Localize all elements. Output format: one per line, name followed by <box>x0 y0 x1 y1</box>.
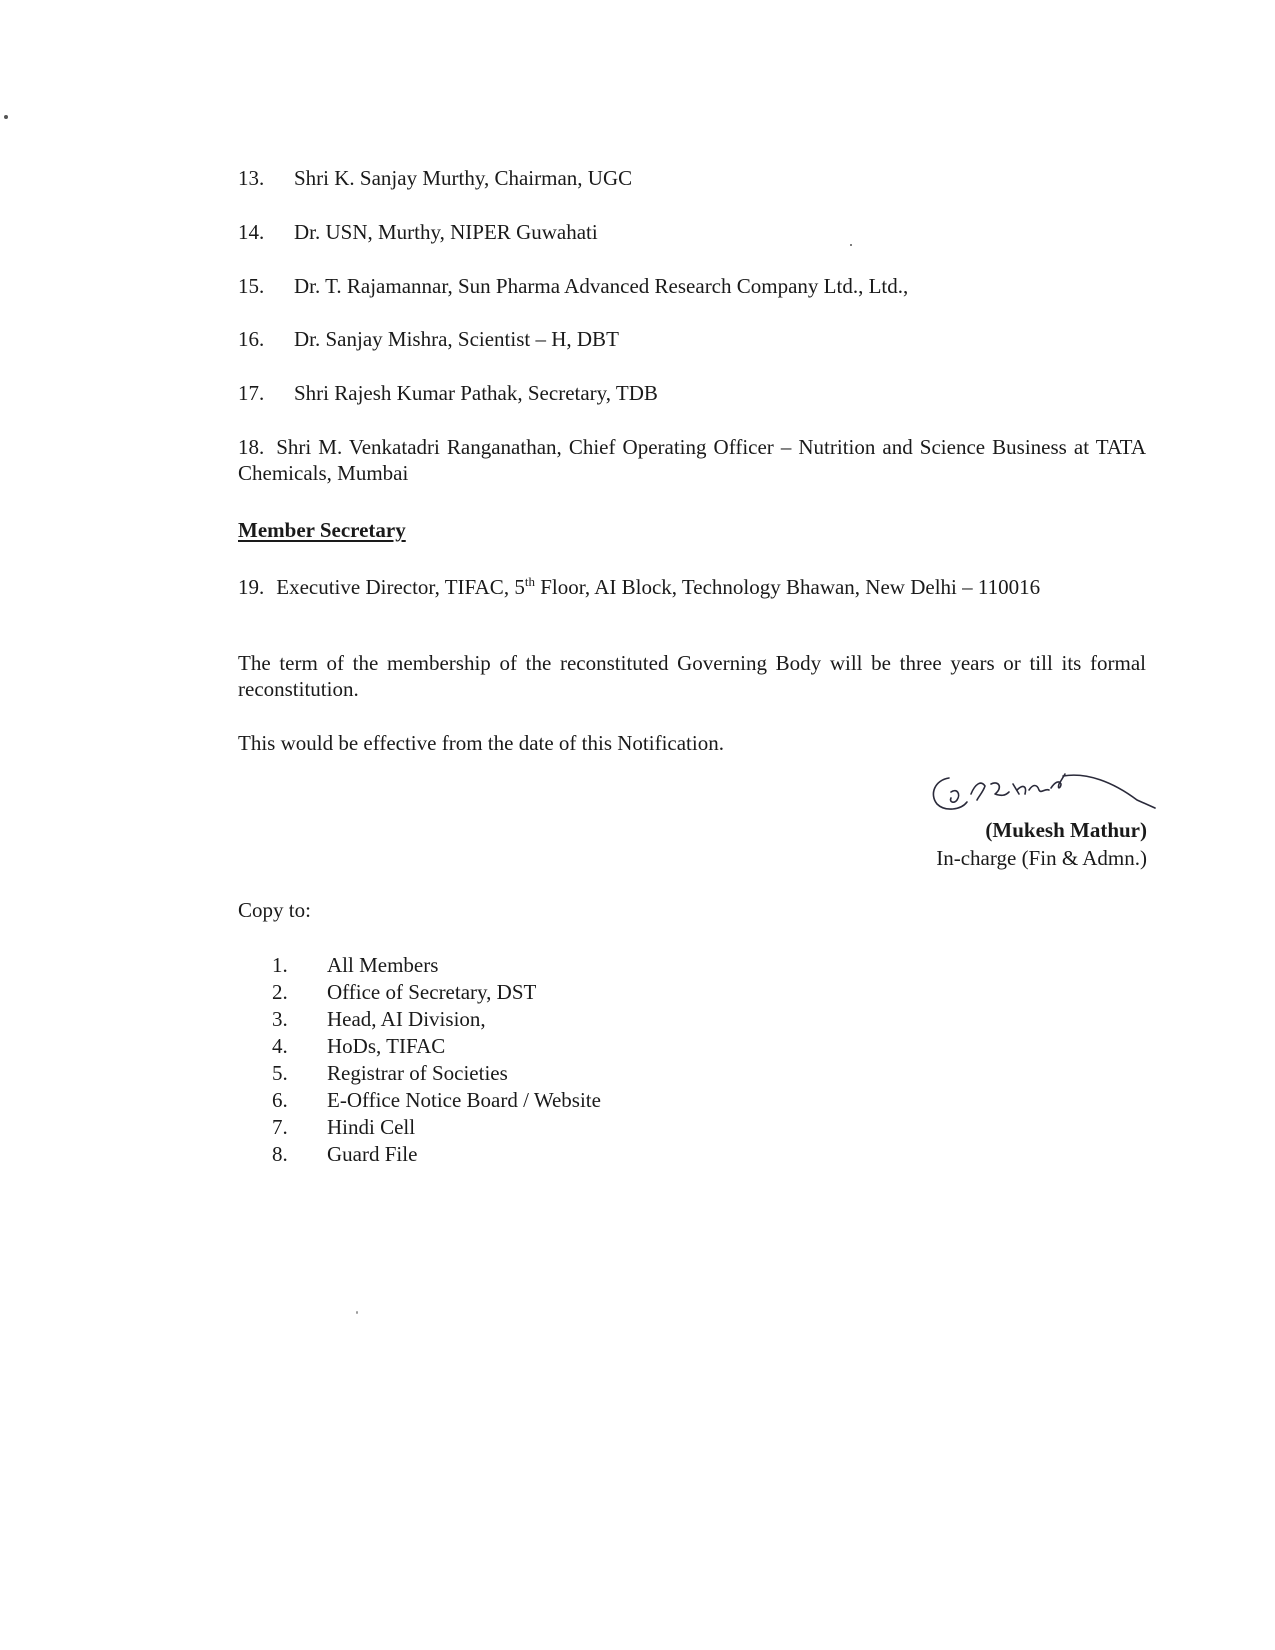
list-item <box>272 1141 601 1168</box>
signatory-name: (Mukesh Mathur) <box>985 818 1147 842</box>
list-text: Registrar of Societies <box>327 1061 508 1085</box>
member-text-before: Executive Director, TIFAC, 5 <box>276 575 525 599</box>
member-item-17 <box>238 380 1146 406</box>
member-text-after: Floor, AI Block, Technology Bhawan, New Delhi – 110016 <box>534 575 1041 599</box>
list-number: 7. <box>272 1115 288 1139</box>
list-text: Hindi Cell <box>327 1115 416 1139</box>
member-item-16 <box>238 326 1146 352</box>
member-item-15 <box>238 273 1146 299</box>
list-item <box>272 1087 601 1114</box>
list-number: 2. <box>272 980 288 1004</box>
member-item-19 <box>238 569 1146 600</box>
list-number: 1. <box>272 953 288 977</box>
member-number: 15. <box>238 274 265 298</box>
list-item <box>272 1033 601 1060</box>
list-item <box>272 979 601 1006</box>
member-secretary-heading: Member Secretary <box>238 518 406 542</box>
signature-image <box>927 766 1157 818</box>
superscript-th: th <box>524 574 535 589</box>
list-number: 5. <box>272 1061 288 1085</box>
list-text: Head, AI Division, <box>327 1007 486 1031</box>
member-number: 19. <box>238 575 265 599</box>
member-number: 16. <box>238 327 265 351</box>
list-number: 8. <box>272 1142 288 1166</box>
member-item-13 <box>238 165 1146 191</box>
list-item <box>272 1060 601 1087</box>
scan-speck <box>356 1311 358 1314</box>
list-number: 4. <box>272 1034 288 1058</box>
list-text: E-Office Notice Board / Website <box>327 1088 601 1112</box>
term-paragraph: The term of the membership of the reconstituted Governing Body will be three years or till its formal reconstitution. <box>238 651 1146 701</box>
member-text: Shri M. Venkatadri Ranganathan, Chief Operating Officer – Nutrition and Science Business at TATA Chemicals, Mumbai <box>238 435 1146 485</box>
member-number: 17. <box>238 381 265 405</box>
list-item <box>272 1006 601 1033</box>
list-item <box>272 1114 601 1141</box>
member-item-18 <box>238 434 1146 486</box>
list-number: 3. <box>272 1007 288 1031</box>
member-number: 18. <box>238 435 265 459</box>
member-number: 14. <box>238 220 265 244</box>
effective-paragraph: This would be effective from the date of this Notification. <box>238 731 724 755</box>
list-number: 6. <box>272 1088 288 1112</box>
member-text: Shri Rajesh Kumar Pathak, Secretary, TDB <box>294 381 658 405</box>
copy-to-label: Copy to: <box>238 898 311 922</box>
copy-to-list <box>272 952 601 1168</box>
list-text: HoDs, TIFAC <box>327 1034 446 1058</box>
list-item <box>272 952 601 979</box>
member-text: Dr. Sanjay Mishra, Scientist – H, DBT <box>294 327 619 351</box>
member-number: 13. <box>238 166 265 190</box>
signatory-title: In-charge (Fin & Admn.) <box>936 846 1147 870</box>
member-text: Dr. USN, Murthy, NIPER Guwahati <box>294 220 598 244</box>
member-text: Dr. T. Rajamannar, Sun Pharma Advanced Research Company Ltd., Ltd., <box>294 274 909 298</box>
member-item-14 <box>238 219 1146 245</box>
list-text: All Members <box>327 953 439 977</box>
list-text: Guard File <box>327 1142 418 1166</box>
member-text: Shri K. Sanjay Murthy, Chairman, UGC <box>294 166 633 190</box>
list-text: Office of Secretary, DST <box>327 980 537 1004</box>
scan-speck <box>4 115 8 119</box>
